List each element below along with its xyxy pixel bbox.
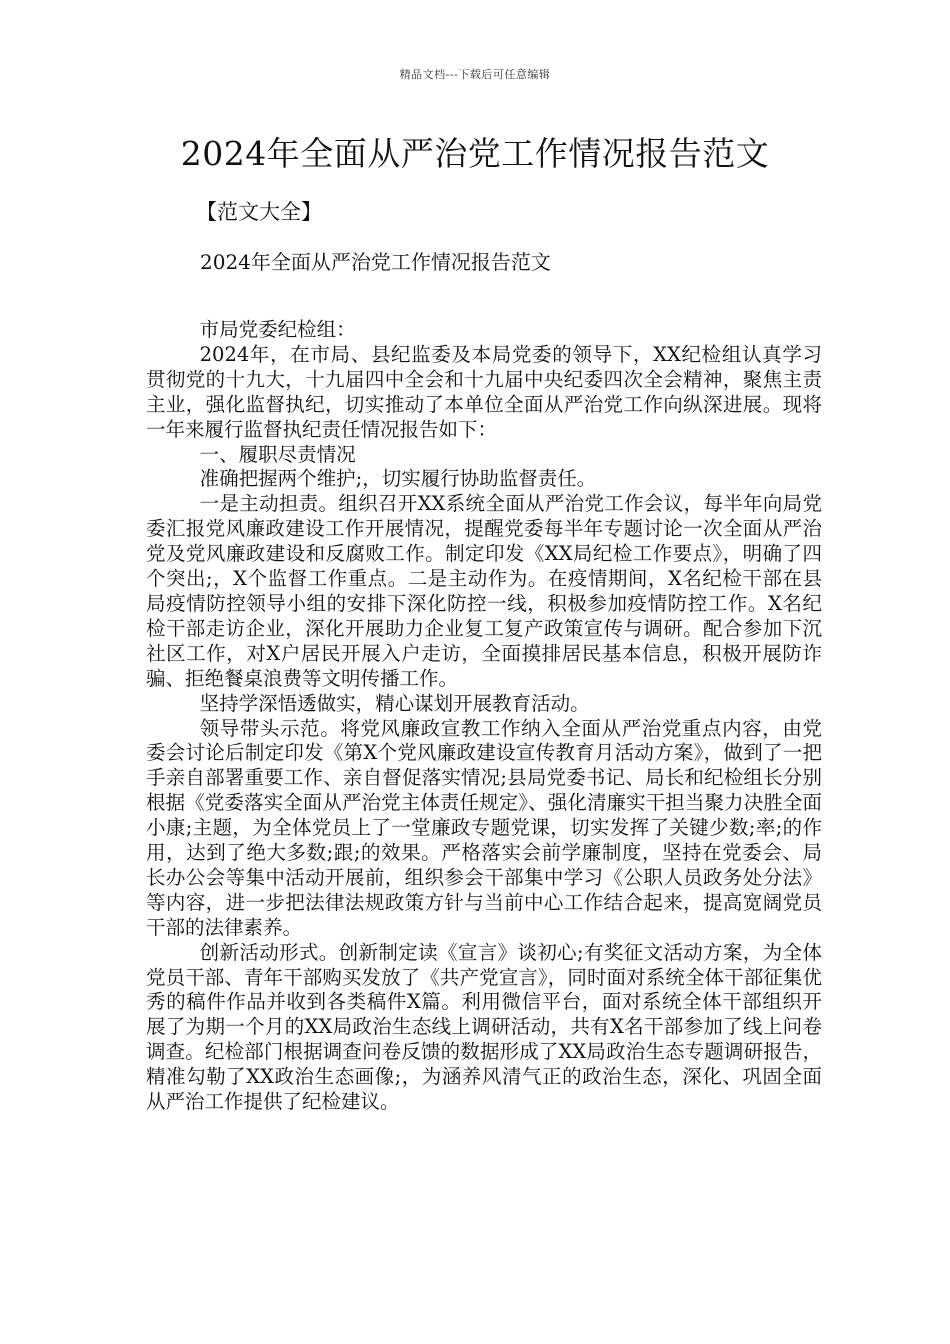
- header-note: 精品文档---下载后可任意编辑: [399, 68, 551, 81]
- subsection-heading: 坚持学深悟透做实，精心谋划开展教育活动。: [199, 691, 590, 715]
- salutation: 市局党委纪检组：: [199, 318, 356, 341]
- paragraph-intro: 2024年，在市局、县纪监委及本局党委的领导下，XX纪检组认真学习贯彻党的十九大，十九届四中全会和十九届中央纪委四次全会精神，聚焦主责主业，强化监督执纪，切实推动了本单位全面从严治党工作向纵深进展。现将一年来履行监督执纪责任情况报告如下：: [146, 342, 822, 441]
- section-heading: 一、履职尽责情况: [199, 442, 356, 466]
- paragraph: 领导带头示范。将党风廉政宣教工作纳入全面从严治党重点内容，由党委会讨论后制定印发《第X个党风廉政建设宣传教育月活动方案》，做到了一把手亲自部署重要工作、亲自督促落实情况;县局党委书记、局长和纪检组长分别根据《党委落实全面从严治党主体责任规定》、强化清廉实干担当聚力决胜全面小康;主题，为全体党员上了一堂廉政专题党课，切实发挥了关键少数;率;的作用，达到了绝大多数;跟;的效果。严格落实会前学廉制度，坚持在党委会、局长办公会等集中活动开展前，组织参会干部集中学习《公职人员政务处分法》等内容，进一步把法律法规政策方针与当前中心工作结合起来，提高宽阔党员干部的法律素养。: [146, 716, 822, 939]
- document-title: 2024年全面从严治党工作情况报告范文: [180, 134, 770, 173]
- sub-title: 2024年全面从严治党工作情况报告范文: [200, 250, 551, 274]
- category-tag: 【范文大全】: [196, 200, 322, 224]
- subsection-heading: 准确把握两个维护;，切实履行协助监督责任。: [199, 467, 597, 491]
- paragraph: 一是主动担责。组织召开XX系统全面从严治党工作会议，每半年向局党委汇报党风廉政建设工作开展情况，提醒党委每半年专题讨论一次全面从严治党及党风廉政建设和反腐败工作。制定印发《XX局纪检工作要点》，明确了四个突出;，X个监督工作重点。二是主动作为。在疫情期间，X名纪检干部在县局疫情防控领导小组的安排下深化防控一线，积极参加疫情防控工作。X名纪检干部走访企业，深化开展助力企业复工复产政策宣传与调研。配合参加下沉社区工作，对X户居民开展入户走访，全面摸排居民基本信息，积极开展防诈骗、拒绝餐桌浪费等文明传播工作。: [146, 492, 822, 690]
- paragraph: 创新活动形式。创新制定读《宣言》谈初心;有奖征文活动方案，为全体党员干部、青年干部购买发放了《共产党宣言》，同时面对系统全体干部征集优秀的稿件作品并收到各类稿件X篇。利用微信平台，面对系统全体干部组织开展了为期一个月的XX局政治生态线上调研活动，共有X名干部参加了线上问卷调查。纪检部门根据调查问卷反馈的数据形成了XX局政治生态专题调研报告，精准勾勒了XX政治生态画像;，为涵养风清气正的政治生态，深化、巩固全面从严治工作提供了纪检建议。: [146, 940, 822, 1114]
- body-text: [146, 318, 822, 1115]
